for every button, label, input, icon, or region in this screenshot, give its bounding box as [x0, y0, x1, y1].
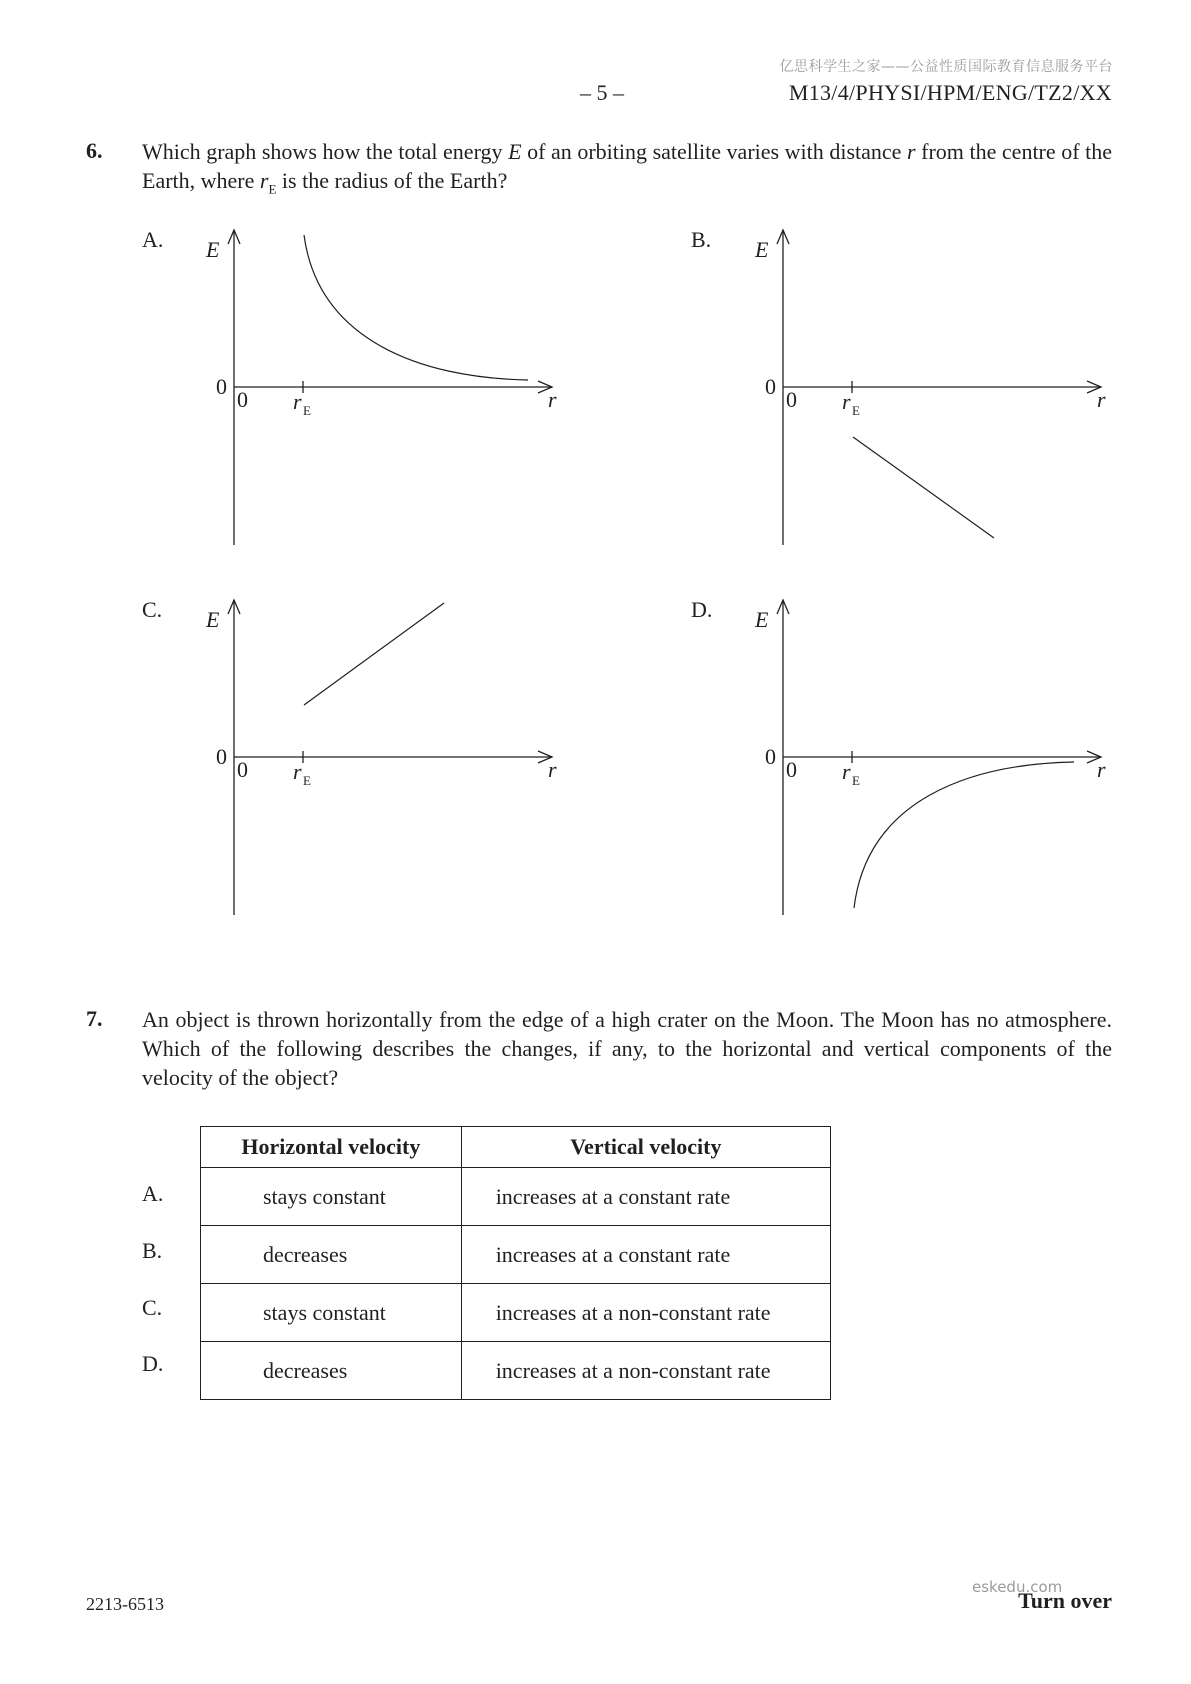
turn-over: Turn over — [1018, 1588, 1112, 1613]
graph-b-label: B. — [691, 227, 712, 252]
graph-b-line — [853, 437, 994, 538]
graph-a — [142, 227, 557, 545]
graph-a-origin: 0 — [237, 387, 248, 412]
cell-vertical: increases at a non-constant rate — [461, 1342, 830, 1400]
velocity-table — [200, 1126, 831, 1400]
graph-c-origin: 0 — [237, 757, 248, 782]
q6-text-part1: Which graph shows how the total energy — [142, 139, 509, 164]
table-row — [201, 1226, 831, 1284]
graph-d-axes — [777, 600, 1101, 915]
page-number: – 5 – — [580, 80, 624, 105]
paper-code: M13/4/PHYSI/HPM/ENG/TZ2/XX — [788, 80, 1112, 105]
graph-c-label: C. — [142, 597, 163, 622]
cell-vertical: increases at a non-constant rate — [461, 1284, 830, 1342]
question-6-number: 6. — [86, 138, 103, 163]
graph-a-x-label: r — [548, 387, 557, 412]
graph-c — [142, 597, 557, 915]
q6-text-part2: of an orbiting satellite varies with distance — [521, 139, 907, 164]
graph-b — [691, 227, 1106, 545]
header-vertical: Vertical velocity — [461, 1127, 830, 1168]
graph-a-curve — [304, 235, 528, 380]
q6-var-rE: r — [259, 168, 269, 193]
q7-row-label-c: C. — [142, 1295, 163, 1320]
graph-d-label: D. — [691, 597, 713, 622]
graph-b-y-label: E — [755, 237, 769, 262]
table-row — [201, 1168, 831, 1226]
graph-c-zero: 0 — [216, 744, 227, 769]
q7-row-label-d: D. — [142, 1351, 164, 1376]
graph-d-tick-r: r — [842, 759, 851, 784]
graph-b-axes — [777, 230, 1101, 545]
graph-c-x-label: r — [548, 757, 557, 782]
footer-code: 2213-6513 — [86, 1594, 164, 1614]
graph-b-tick-sub: E — [852, 403, 860, 418]
table-row — [201, 1284, 831, 1342]
header-watermark: 亿思科学生之家——公益性质国际教育信息服务平台 — [779, 59, 1113, 75]
graph-d-origin: 0 — [786, 757, 797, 782]
question-7-number: 7. — [86, 1006, 103, 1031]
graph-c-tick-sub: E — [303, 773, 311, 788]
cell-horizontal: stays constant — [201, 1284, 462, 1342]
graph-a-zero: 0 — [216, 374, 227, 399]
table-header-row — [201, 1127, 831, 1168]
graph-c-line — [304, 603, 444, 705]
graph-b-tick-r: r — [842, 389, 851, 414]
footer-watermark: eskedu.com — [972, 1578, 1063, 1596]
graph-a-tick-sub: E — [303, 403, 311, 418]
header-horizontal: Horizontal velocity — [201, 1127, 462, 1168]
q6-var-E: E — [508, 139, 522, 164]
q6-var-rE-sub: E — [268, 181, 277, 197]
question-7-text: An object is thrown horizontally from the edge of a high crater on the Moon. The Moon has no atmosphere. Which of the following describes the changes, if any, to the horizontal and vertical components of the velocity of the object? — [142, 1007, 1112, 1090]
graph-d-x-label: r — [1097, 757, 1106, 782]
graph-a-tick-r: r — [293, 389, 302, 414]
graph-c-axes — [228, 600, 552, 915]
cell-vertical: increases at a constant rate — [461, 1226, 830, 1284]
cell-horizontal: decreases — [201, 1226, 462, 1284]
q7-row-label-b: B. — [142, 1238, 163, 1263]
q6-text-part3: from the centre of the Earth, where — [142, 139, 1112, 193]
graph-c-y-label: E — [206, 607, 220, 632]
graph-d-tick-sub: E — [852, 773, 860, 788]
q6-text-part4: is the radius of the Earth? — [276, 168, 508, 193]
cell-horizontal: stays constant — [201, 1168, 462, 1226]
graph-d-curve — [854, 762, 1074, 908]
graph-d — [691, 597, 1106, 915]
graph-b-zero: 0 — [765, 374, 776, 399]
graph-d-y-label: E — [755, 607, 769, 632]
graph-b-x-label: r — [1097, 387, 1106, 412]
cell-vertical: increases at a constant rate — [461, 1168, 830, 1226]
graph-c-tick-r: r — [293, 759, 302, 784]
graph-a-label: A. — [142, 227, 164, 252]
table-row — [201, 1342, 831, 1400]
graph-a-y-label: E — [206, 237, 220, 262]
graph-d-zero: 0 — [765, 744, 776, 769]
graph-a-axes — [228, 230, 552, 545]
q6-var-r: r — [907, 139, 916, 164]
cell-horizontal: decreases — [201, 1342, 462, 1400]
q7-row-label-a: A. — [142, 1181, 164, 1206]
graph-b-origin: 0 — [786, 387, 797, 412]
